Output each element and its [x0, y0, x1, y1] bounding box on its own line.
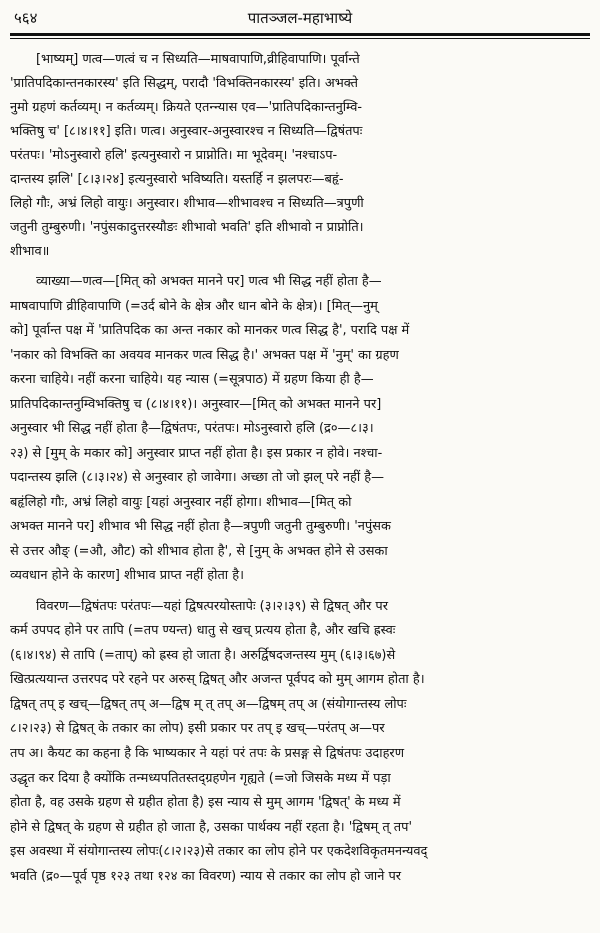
- vivarana-paragraph: [10, 595, 590, 890]
- text-line: ८।२।२३) से द्विषत् के तकार का लोप) इसी प्रकार पर तप् इ खच्—परंतप् अ—पर: [10, 721, 385, 737]
- text-line: करना चाहिये। नहीं करना चाहिये। यह न्यास (=सूत्रपाठ) में ग्रहण किया ही है—: [10, 372, 374, 387]
- text-line: होता है, वह उसके ग्रहण से ग्रहीत होता है) इस न्याय से मुम् आगम 'द्विषत्' के मध्य में: [10, 795, 401, 811]
- page-number: ५६४: [14, 9, 38, 27]
- bhashya-paragraph: [10, 48, 590, 264]
- running-head: पातञ्जल-महाभाष्ये: [247, 9, 353, 27]
- text-line: जतुनी तुम्बुरुणी। 'नपुंसकादुत्तरस्यौङः शीभावो भवति' इति शीभावो न प्राप्नोति।: [10, 220, 364, 235]
- text-line: नुमो ग्रहणं कर्तव्यम्। न कर्तव्यम्। क्रियते एतन्न्यास एव—'प्रातिपदिकान्तनुम्वि-: [10, 100, 363, 115]
- text-line: बहृंलिहो गौः, अभ्रं लिहो वायुः [यहां अनुस्वार नहीं होगा। शीभाव—[मित् को: [10, 494, 352, 510]
- text-line: द्विषत् तप् इ खच्—द्विषत् तप् अ—द्विष म् त् तप् अ—द्विषम् तप् अ (संयोगान्तस्य लोपः: [10, 696, 407, 712]
- text-line: को] पूर्वान्त पक्ष में 'प्रातिपदिक का अन्त नकार को मानकर णत्व सिद्ध है', परादि पक्ष में: [10, 323, 410, 338]
- text-line: भक्तिषु च' [८।४।११] इति। णत्व। अनुस्वार-अनुस्वारश्च न सिध्यति—द्विषंतपः: [10, 124, 363, 139]
- header-rule: [10, 33, 590, 36]
- header-rule-thin: [10, 38, 590, 39]
- text-line: अभक्त मानने पर] शीभाव भी सिद्ध नहीं होता है—त्रपुणी जतुनी तुम्बुरुणी। 'नपुंसक: [10, 519, 391, 534]
- page-header: [10, 6, 590, 30]
- text-line: माषवापाणि व्रीहिवापाणि (=उर्द बोने के क्षेत्र और धान बोने के क्षेत्र)। [मित्—नुम्: [10, 298, 378, 314]
- text-line: व्यवधान होने के कारण] शीभाव प्राप्त नहीं होता है।: [10, 568, 244, 583]
- text-line: लिहो गौः, अभ्रं लिहो वायुः। अनुस्वार। शीभाव—शीभावश्च न सिध्यति—त्रपुणी: [10, 196, 364, 211]
- text-line: कर्म उपपद होने पर तापि (=तप ण्यन्त) धातु से खच् प्रत्यय होता है, और खचि ह्रस्वः: [10, 623, 396, 639]
- text-line: तप अ। कैयट का कहना है कि भाष्यकार ने यहां परं तपः के प्रसङ्ग से द्विषंतपः उदाहरण: [10, 746, 405, 762]
- body-text: [10, 48, 590, 890]
- text-line: प्रातिपदिकान्तनुम्विभक्तिषु च (८।४।११)। अनुस्वार—[मित् को अभक्त मानने पर]: [10, 396, 382, 412]
- text-line: दान्तस्य झलि' [८।३।२४] इत्यनुस्वारो भविष्यति। यस्तर्हि न झलपरः—बहृं-: [10, 172, 344, 187]
- text-line: से उत्तर औङ् (=औ, औट) को शीभाव होता है', से [नुम् के अभक्त होने से उसका: [10, 543, 388, 559]
- text-line: खित्प्रत्ययान्त उत्तरपद परे रहने पर अरुस् द्विषत् और अजन्त पूर्वपद को मुम् आगम होता है।: [10, 672, 425, 688]
- text-line: भवति (द्र०—पूर्व पृष्ठ १२३ तथा १२४ का विवरण) न्याय से तकार का लोप हो जाने पर: [10, 869, 402, 885]
- text-line: उद्धृत कर दिया है क्योंकि तन्मध्यपतितस्तद्ग्रहणेन गृह्यते (=जो जिसके मध्य में पड़ा: [10, 770, 391, 786]
- text-line: विवरण—द्विषंतपः परंतपः—यहां द्विषत्परयोस्तापेः (३।२।३९) से द्विषत् और पर: [36, 598, 389, 614]
- text-line: 'नकार को विभक्ति का अवयव मानकर णत्व सिद्ध है।' अभक्त पक्ष में 'नुम्' का ग्रहण: [10, 347, 399, 363]
- vyakhya-paragraph: [10, 270, 590, 589]
- text-line: 'प्रातिपदिकान्तनकारस्य' इति सिद्धम्, परादौ 'विभक्तिनकारस्य' इति। अभक्ते: [10, 76, 359, 91]
- text-line: व्याख्या—णत्व—[मित् को अभक्त मानने पर] णत्व भी सिद्ध नहीं होता है—: [36, 274, 382, 289]
- text-line: २३) से [मुम् के मकार को] अनुस्वार प्राप्त नहीं होता है। इस प्रकार न होवे। नश्चा-: [10, 445, 383, 461]
- text-line: अनुस्वार भी सिद्ध नहीं होता है—द्विषंतपः, परंतपः। मोऽनुस्वारो हलि (द्र०—८।३।: [10, 421, 374, 436]
- text-line: शीभाव॥: [10, 244, 50, 259]
- text-line: परंतपः। 'मोऽनुस्वारो हलि' इत्यनुस्वारो न प्राप्नोति। मा भूदेवम्। 'नश्चाऽप-: [10, 148, 338, 163]
- text-line: इस अवस्था में संयोगान्तस्य लोपः(८।२।२३)से तकार का लोप होने पर एकदेशविकृतमनन्यवद्: [10, 844, 428, 860]
- text-line: होने से द्विषत् के ग्रहण से ग्रहीत हो जाता है, उसका पार्थक्य नहीं रहता है। 'द्विषम् त् तप': [10, 819, 412, 835]
- text-line: पदान्तस्य झलि (८।३।२४) से अनुस्वार हो जावेगा। अच्छा तो जो झल् परे नहीं है—: [10, 470, 385, 485]
- text-line: (६।४।९४) से तापि (=ताप्) को ह्रस्व हो जाता है। अरुर्द्विषदजन्तस्य मुम् (६।३।६७)से: [10, 647, 396, 663]
- text-line: [भाष्यम्] णत्व—णत्वं च न सिध्यति—माषवापाणि,व्रीहिवापाणि। पूर्वान्ते: [36, 52, 360, 67]
